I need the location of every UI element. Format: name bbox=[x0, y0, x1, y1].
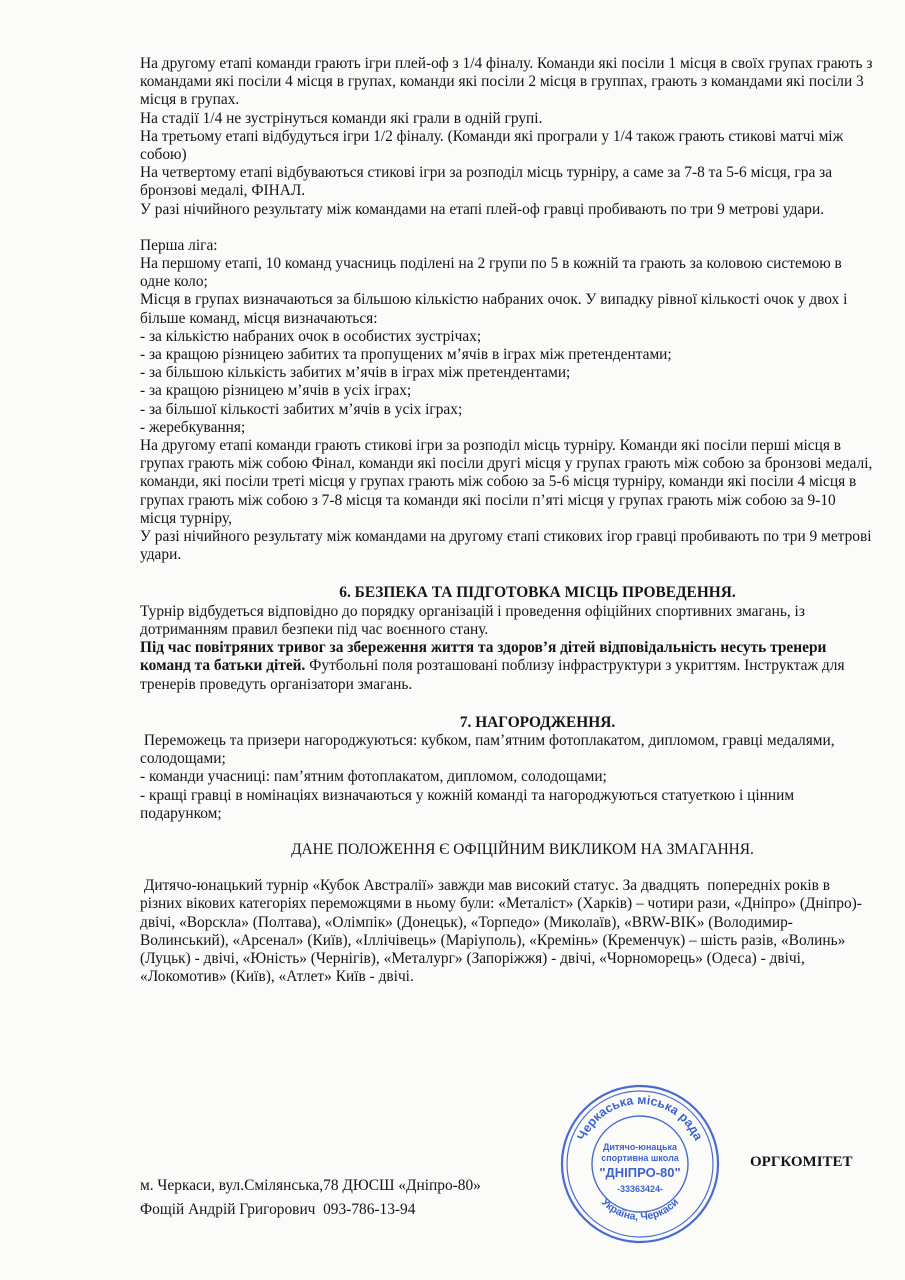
league-title: Перша ліга: bbox=[140, 236, 218, 254]
award-line: Переможець та призери нагороджуються: кубком, пам’ятним фотоплакатом, дипломом, гравці медалями, солодощами; bbox=[140, 731, 839, 768]
award-line: - команди учасниці: пам’ятним фотоплакатом, дипломом, солодощами; bbox=[140, 768, 607, 786]
paragraph: На другому етапі команди грають ігри плей-оф з 1/4 фіналу. Команди які посіли 1 місця в своїх групах грають з командами які посіли 4 місця в групах, команди які посіли 2 місця в группах, грають з командами які посіли 3 місця в групах. bbox=[140, 55, 873, 109]
document-body bbox=[140, 55, 875, 986]
stamp-code: -33363424- bbox=[616, 1184, 664, 1194]
stamp-inner-line2: спортивна школа bbox=[601, 1153, 679, 1163]
criteria-item: - за кількістю набраних очок в особистих зустрічах; bbox=[140, 327, 482, 345]
award-line: - кращі гравці в номінаціях визначаються у кожній команді та нагороджуються статуеткою і цінним подарунком; bbox=[140, 786, 795, 822]
paragraph: На третьому етапі відбудуться ігри 1/2 фіналу. (Команди які програли у 1/4 також грають стикові матчі між собою) bbox=[140, 127, 844, 164]
criteria-item: - за більшої кількості забитих м’ячів в усіх іграх; bbox=[140, 400, 463, 418]
history-paragraph: Дитячо-юнацький турнір «Кубок Австралії» завжди мав високий статус. За двадцять попередніх років в різних вікових категоріях переможцями в ньому були: «Металіст» (Харків) – чотири рази, «Дніпро» (Дніпро)- двічі, «Ворскла» (Полтава), «Олімпік» (Донецьк), «Торпедо» (Миколаїв), «BRW-BIK» (Володимир-Волинський), «Арсенал» (Київ), «Іллічівець» (Маріуполь), «Кремінь» (Кременчук) – шість разів, «Волинь» (Луцьк) - двічі, «Юність» (Чернігів), «Металург» (Запоріжжя) - двічі, «Чорноморець» (Одеса) - двічі, «Локомотив» (Київ), «Атлет» Київ - двічі. bbox=[140, 877, 866, 986]
stamp-outer-text: Черкаська міська рада bbox=[574, 1092, 706, 1143]
address: м. Черкаси, вул.Смілянська,78 ДЮСШ «Дніпро-80» bbox=[140, 1177, 481, 1194]
footer bbox=[140, 1174, 481, 1222]
paragraph: У разі нічийного результату між командами на другому єтапі стикових ігор гравці пробивають по три 9 метрові удари. bbox=[140, 528, 872, 564]
contact: Фощій Андрій Григорович 093-786-13-94 bbox=[140, 1201, 416, 1218]
section-6-title: 6. БЕЗПЕКА ТА ПІДГОТОВКА МІСЦЬ ПРОВЕДЕННЯ. bbox=[339, 584, 736, 602]
criteria-item: - за кращою різницею м’ячів в усіх іграх; bbox=[140, 382, 412, 400]
paragraph: Турнір відбудеться відповідно до порядку організацій і проведення офіційних спортивних змагань, із дотриманням правил безпеки під час воєнного стану. bbox=[140, 602, 805, 638]
section-7-title: 7. НАГОРОДЖЕННЯ. bbox=[459, 713, 616, 731]
criteria-item: - за більшою кількість забитих м’ячів в іграх між претендентами; bbox=[140, 364, 571, 382]
stamp-bottom-text: Україна, Черкаси bbox=[598, 1196, 682, 1224]
stamp-name: "ДНІПРО-80" bbox=[599, 1165, 681, 1180]
criteria-item: - жеребкування; bbox=[140, 418, 246, 436]
paragraph: На другому етапі команди грають стикові ігри за розподіл місць турніру. Команди які посіли перші місця в групах грають між собою Фінал, команди які посіли другі місця у групах грають між собою за бронзові медалі, команди, які посіли треті місця у групах грають між собою за 5-6 місця турніру, команди які посіли 4 місця в групах грають між собою з 7-8 місця та команди які посіли п’яті місця у групах грають між собою за 9-10 місця турніру, bbox=[140, 437, 873, 527]
official-notice: ДАНЕ ПОЛОЖЕННЯ Є ОФІЦІЙНИМ ВИКЛИКОМ НА ЗМАГАННЯ. bbox=[291, 840, 754, 858]
paragraph: На четвертому етапі відбуваються стикові ігри за розподіл місць турніру, а саме за 7-8 та 5-6 місця, гра за бронзові медалі, ФІНАЛ. bbox=[140, 164, 833, 200]
paragraph: На стадії 1/4 не зустрінуться команди які грали в одній групі. bbox=[140, 109, 543, 127]
bold-warning: Під час повітряних тривог за збереження життя та здоров’я дітей відповідальність несуть тренери команд та батьки дітей. bbox=[140, 639, 827, 675]
paragraph: Місця в групах визначаються за більшою кількістю набраних очок. У випадку рівної кількості очок у двох і більше команд, місця визначаються: bbox=[140, 291, 848, 327]
official-stamp bbox=[558, 1082, 722, 1246]
paragraph: У разі нічийного результату між командами на етапі плей-оф гравці пробивають по три 9 метрові удари. bbox=[140, 200, 825, 218]
paragraph-rest: Футбольні поля розташовані поблизу інфраструктури з укриттям. Інструктаж для тренерів проведуть організатори змагань. bbox=[140, 657, 845, 693]
paragraph bbox=[140, 639, 875, 694]
paragraph: На першому етапі, 10 команд учасниць поділені на 2 групи по 5 в кожній та грають за коловою системою в одне коло; bbox=[140, 255, 842, 291]
stamp-inner-line1: Дитячо-юнацька bbox=[602, 1142, 678, 1152]
organizing-committee: ОРГКОМІТЕТ bbox=[750, 1154, 853, 1170]
criteria-item: - за кращою різницею забитих та пропущених м’ячів в іграх між претендентами; bbox=[140, 346, 672, 364]
